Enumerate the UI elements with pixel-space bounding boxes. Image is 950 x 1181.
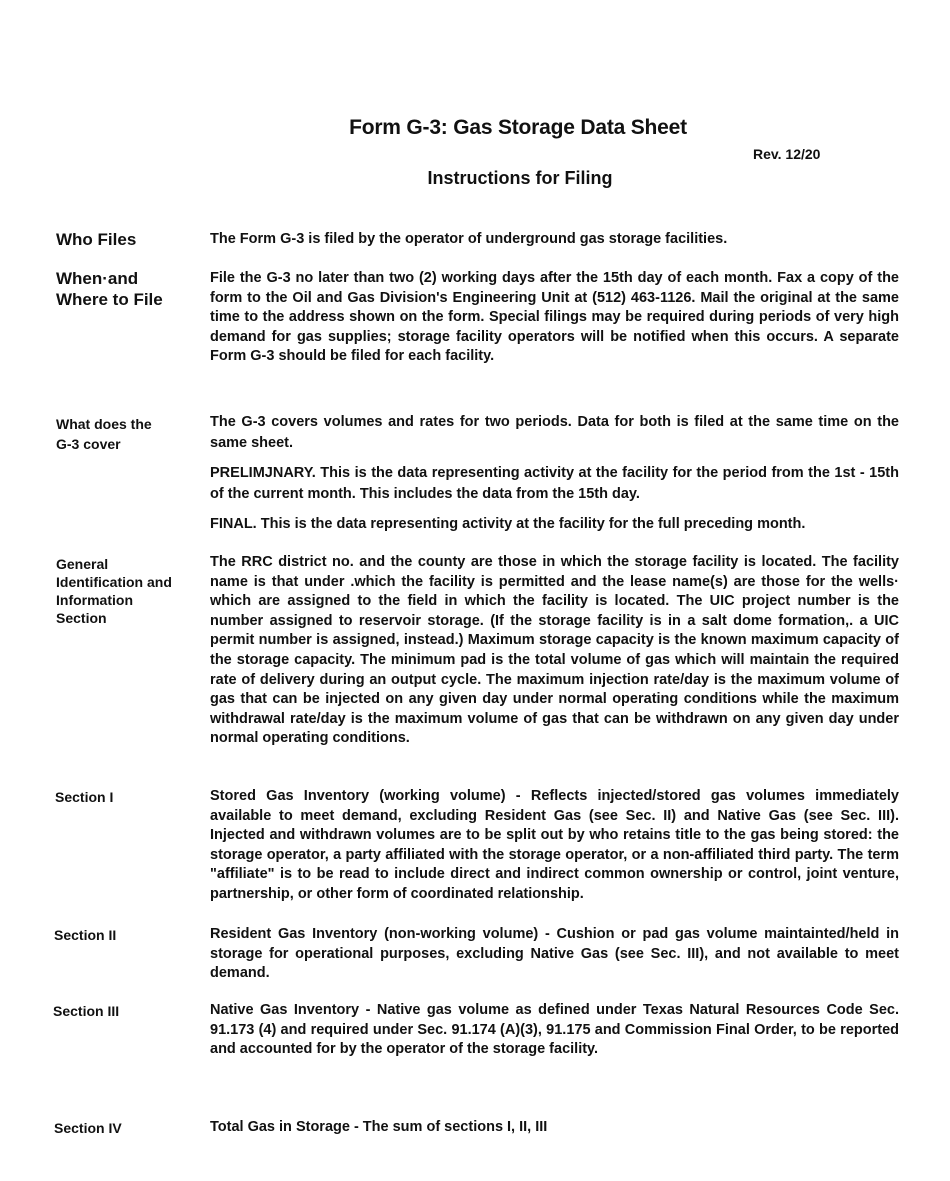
preliminary-paragraph: PRELIMJNARY. This is the data representing activity at the facility for the period from the 1st - 15th of the current month. This includes the data from the 15th day. [210, 465, 899, 502]
who-files-label: Who Files [56, 230, 137, 249]
general-text: The RRC district no. and the county are those in which the storage facility is located. The facility name is that under .which the facility is permitted and the lease name(s) are those for the wells· which are assigned to the field in which the facility is located. The UIC project number is the number assigned to reservoir storage. (If the storage facility is in a salt dome formation,. a UIC permit number is assigned, instead.) Maximum storage capacity is the known maximum capacity of the storage capacity. The minimum pad is the total volume of gas which will maintain the required rate of delivery during an output cycle. The maximum injection rate/day is the maximum volume of gas that can be injected on any given day under normal operating conditions while the maximum withdrawal rate/day is the maximum volume of gas that can be withdrawn on any given day under normal operating conditions. [210, 554, 899, 747]
what-covers-label-line2: G-3 cover [56, 436, 121, 452]
what-covers-label-line1: What does the [56, 416, 152, 432]
section-3-text: Native Gas Inventory - Native gas volume as defined under Texas Natural Resources Code Sec. 91.173 (4) and required under Sec. 91.174 (A)(3), 91.175 and Commission Final Order, to be reported and accounted for by the operator of the storage facility. [210, 1002, 899, 1058]
general-label [56, 555, 196, 627]
section-4-label: Section IV [54, 1120, 122, 1136]
who-files-text: The Form G-3 is filed by the operator of underground gas storage facilities. [210, 231, 728, 247]
instructions-heading: Instructions for Filing [427, 168, 613, 188]
section-3-label: Section III [53, 1003, 120, 1019]
revision-label: Rev. 12/20 [753, 146, 821, 162]
when-where-text: File the G-3 no later than two (2) working days after the 15th day of each month. Fax a copy of the form to the Oil and Gas Division's Engineering Unit at (512) 463-1126. Mail the original at the same time to the address shown on the form. Special filings may be required during periods of very high demand for gas supplies; storage facility operators will be notified when this occurs. A separate Form G-3 should be filed for each facility. [210, 270, 899, 365]
when-where-label [56, 268, 196, 310]
section-1-text: Stored Gas Inventory (working volume) - Reflects injected/stored gas volumes immediately available to meet demand, excluding Resident Gas (see Sec. II) and Native Gas (see Sec. III). Injected and withdrawn volumes are to be split out by who retains title to the gas being stored: the storage operator, a party affiliated with the storage operator, or a non-affiliated third party. The term "affiliate" is to be read to include direct and indirect common ownership or control, joint venture, partnership, or other form of coordinated relationship. [210, 788, 899, 902]
final-paragraph: FINAL. This is the data representing activity at the facility for the full preceding month. [210, 516, 806, 532]
what-covers-text [210, 412, 899, 535]
general-label-line1: General [56, 556, 109, 572]
general-label-line4: Section [56, 610, 107, 626]
section-4-text: Total Gas in Storage - The sum of sections I, II, III [210, 1119, 548, 1135]
section-1-label: Section I [55, 789, 114, 805]
what-covers-paragraph: The G-3 covers volumes and rates for two periods. Data for both is filed at the same time on the same sheet. [210, 414, 899, 451]
form-title: Form G-3: Gas Storage Data Sheet [349, 116, 687, 139]
when-where-label-line1: When·and [56, 269, 139, 288]
section-2-label: Section II [54, 927, 117, 943]
when-where-label-line2: Where to File [56, 290, 163, 309]
general-label-line3: Information [56, 592, 133, 608]
general-label-line2: Identification and [56, 574, 172, 590]
what-covers-label [56, 414, 196, 454]
section-2-text: Resident Gas Inventory (non-working volume) - Cushion or pad gas volume maintainted/held in storage for operational purposes, excluding Native Gas (see Sec. III), and not available to meet demand. [210, 926, 899, 982]
